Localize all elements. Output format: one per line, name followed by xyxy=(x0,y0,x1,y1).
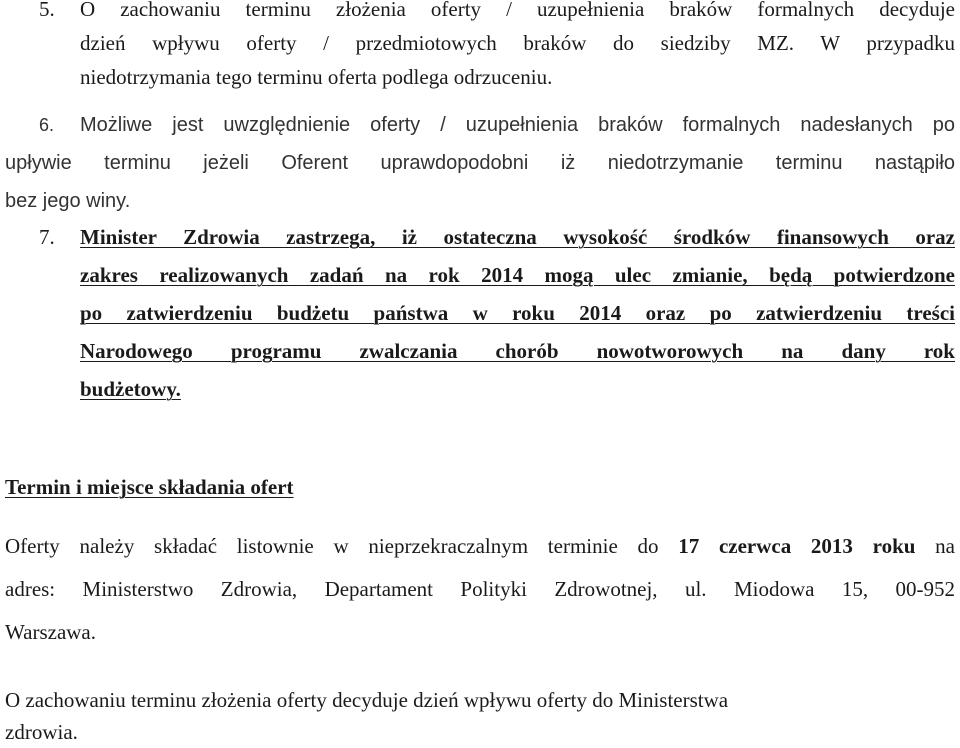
text-line: O zachowaniu terminu złożenia oferty / uzupełnienia braków formalnych decyduje xyxy=(80,0,955,21)
text-line: zakres realizowanych zadań na rok 2014 mogą ulec zmianie, będą potwierdzone xyxy=(80,263,955,287)
text-line xyxy=(5,525,955,568)
offer-paragraph xyxy=(5,525,955,654)
list-number: 5. xyxy=(39,0,55,21)
section-heading: Termin i miejsce składania ofert xyxy=(5,475,294,499)
text-line: Możliwe jest uwzględnienie oferty / uzupełnienia braków formalnych nadesłanych po xyxy=(80,114,955,136)
text-line: bez jego winy. xyxy=(5,190,131,212)
list-number: 6. xyxy=(39,115,55,135)
text-line: dzień wpływu oferty / przedmiotowych braków do siedziby MZ. W przypadku xyxy=(80,31,955,55)
text-line: adres: Ministerstwo Zdrowia, Departament Polityki Zdrowotnej, ul. Miodowa 15, 00-952 xyxy=(5,577,955,601)
text-line: Warszawa. xyxy=(5,620,97,644)
list-item-5 xyxy=(5,0,955,94)
text-line: po zatwierdzeniu budżetu państwa w roku 2014 oraz po zatwierdzeniu treści xyxy=(80,301,955,325)
text-line: budżetowy. xyxy=(80,377,181,401)
list-number: 7. xyxy=(39,225,55,249)
text-line: Minister Zdrowia zastrzega, iż ostateczna wysokość środków finansowych oraz xyxy=(80,225,955,249)
text-line: Narodowego programu zwalczania chorób nowotworowych na dany rok xyxy=(80,339,955,363)
text-line: upływie terminu jeżeli Oferent uprawdopodobni iż niedotrzymanie terminu nastąpiło xyxy=(5,152,955,174)
list-item-text xyxy=(80,218,955,408)
list-item-6 xyxy=(5,106,955,220)
list-item-text xyxy=(5,106,955,220)
text-segment: Oferty należy składać listownie w nieprzekraczalnym terminie do xyxy=(5,534,679,558)
list-item-text xyxy=(80,0,955,94)
text-line: zdrowia. xyxy=(5,720,78,744)
final-paragraph xyxy=(5,684,955,748)
text-segment: na xyxy=(915,534,955,558)
text-line: O zachowaniu terminu złożenia oferty decyduje dzień wpływu oferty do Ministerstwa xyxy=(5,688,729,712)
text-line: niedotrzymania tego terminu oferta podlega odrzuceniu. xyxy=(80,65,553,89)
list-item-7 xyxy=(5,218,955,408)
deadline-date: 17 czerwca 2013 roku xyxy=(678,534,916,558)
